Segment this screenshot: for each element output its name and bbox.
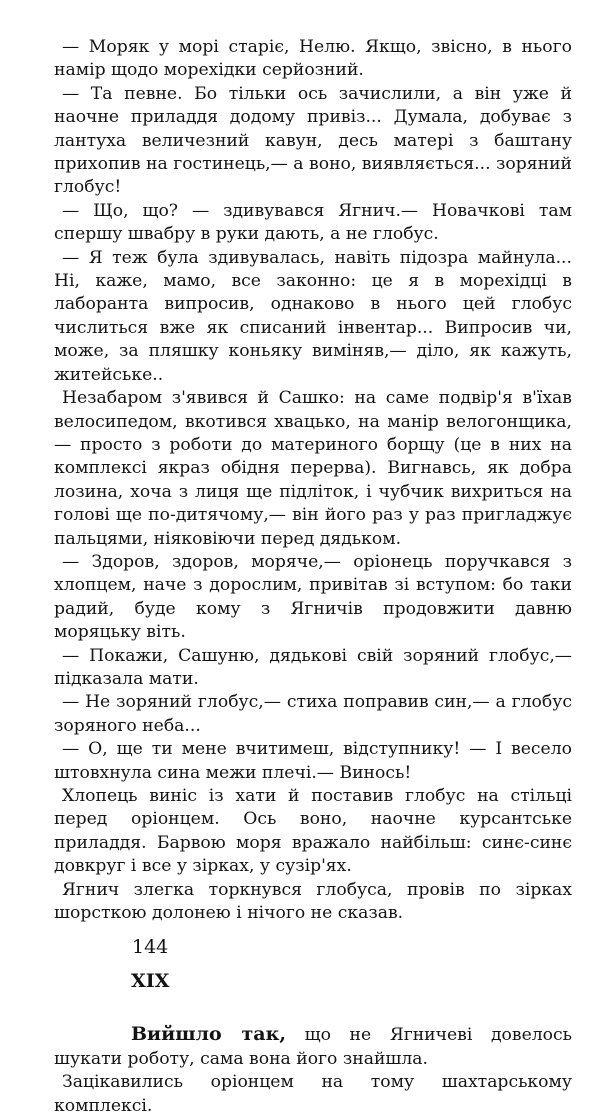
paragraph-6: — Здоров, здоров, моряче,— оріонець поручкався з хлопцем, наче з дорослим, привітав зі вступом: бо таки радий, буде кому з Ягничів продовжити давню моряцьку віть. — [54, 551, 572, 643]
paragraph-4: — Я теж була здивувалась, навіть підозра майнула... Ні, каже, мамо, все законно: це я в морехідці в лаборанта випросив, однаково в нього цей глобус числиться вже як списаний інвентар... Випросив чи, може, за пляшку коньяку виміняв,— діло, як кажуть, житейське.. — [54, 247, 572, 385]
paragraph-11: Ягнич злегка торкнувся глобуса, провів по зірках шорсткою долонею і нічого не сказав. — [54, 879, 572, 924]
paragraph-5: Незабаром з'явився й Сашко: на саме подвір'я в'їхав велосипедом, вкотився хвацько, на манір велогонщика,— просто з роботи до материного борщу (це в них на комплексі якраз обідня перерва). Вигнавсь, як добра лозина, хоча з лиця ще підліток, і чубчик вихриться на голові ще по-дитячому,— він його раз у раз пригладжує пальцями, ніяковіючи перед дядьком. — [54, 388, 572, 549]
chapter-first-paragraph — [54, 1023, 572, 1071]
chapter-lead-words: Вийшло так, — [131, 1023, 286, 1046]
paragraph-10: Хлопець виніс із хати й поставив глобус на стільці перед оріонцем. Ось воно, наочне курсантське приладдя. Барвою моря вражало найбільш: синє-синє довкруг і все у зірках, у сузір'ях. — [54, 786, 572, 877]
chapter-second-paragraph: Зацікавились оріонцем на тому шахтарському комплексі. — [54, 1072, 572, 1116]
chapter-first-paragraph-text: що не Ягничеві довелось шукати роботу, сама вона його знайшла. — [54, 1025, 572, 1069]
paragraph-3: — Що, що? — здивувався Ягнич.— Новачкові там спершу швабру в руки дають, а не глобус. — [54, 200, 572, 245]
paragraph-1: — Моряк у морі старіє, Нелю. Якщо, звісно, в нього намір щодо морехідки серйозний. — [54, 37, 572, 81]
paragraph-7: — Покажи, Сашуню, дядькові свій зоряний глобус,— підказала мати. — [54, 645, 572, 689]
page-number: 144 — [132, 936, 169, 958]
paragraph-8: — Не зоряний глобус,— стиха поправив син,— а глобус зоряного неба... — [54, 692, 572, 736]
chapter-heading: XIX — [131, 970, 170, 993]
paragraph-2: — Та певне. Бо тільки ось зачислили, а він уже й наочне приладдя додому привіз... Думала, добуває з лантуха величезний кавун, десь матері з баштану прихопив на гостинець,— а воно, виявляється... зоряний глобус! — [54, 83, 572, 198]
paragraph-9: — О, ще ти мене вчитимеш, відступнику! — І весело штовхнула сина межи плечі.— Винось! — [54, 739, 572, 783]
